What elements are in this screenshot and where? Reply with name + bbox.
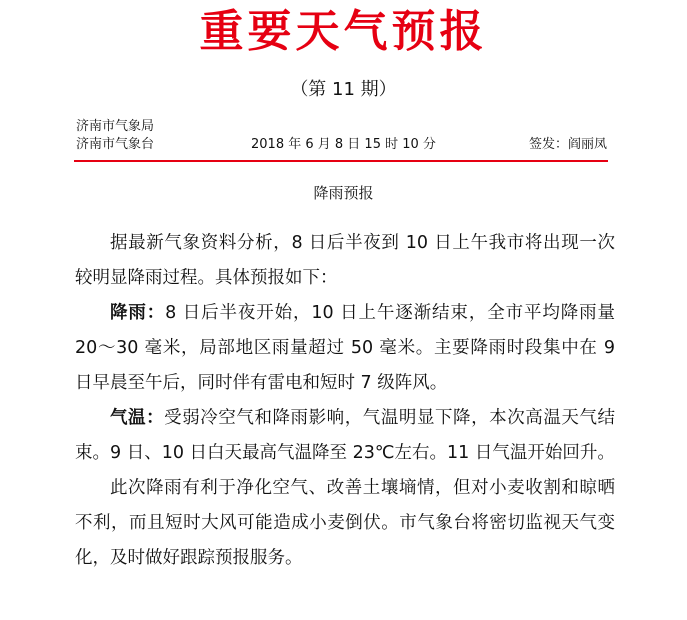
forecast-subject: 降雨预报	[313, 184, 374, 202]
org-line-bureau: 济南市气象局	[76, 119, 155, 134]
bulletin-meta	[76, 118, 607, 158]
paragraph-temperature	[75, 401, 615, 471]
rainfall-text: 8 日后半夜开始，10 日上午逐渐结束，全市平均降雨量 20～30 毫米，局部地区雨量超过 50 毫米。主要降雨时段集中在 9 日早晨至午后，同时伴有雷电和短时 7 级阵风。	[75, 303, 616, 393]
temperature-label: 气温：	[110, 408, 165, 428]
bulletin-title: 重要天气预报	[199, 6, 488, 57]
signer: 签发：阎丽凤	[528, 137, 607, 152]
temperature-text: 受弱冷空气和降雨影响，气温明显下降，本次高温天气结束。9 日、10 日白天最高气温降至 23℃左右。11 日气温开始回升。	[75, 408, 616, 463]
paragraph-impact: 此次降雨有利于净化空气、改善土壤墒情，但对小麦收割和晾晒不利，而且短时大风可能造成小麦倒伏。市气象台将密切监视天气变化，及时做好跟踪预报服务。	[75, 478, 615, 568]
issue-number: （第 11 期）	[290, 79, 397, 100]
issue-date: 2018 年 6 月 8 日 15 时 10 分	[251, 137, 436, 152]
paragraph-rainfall	[75, 296, 615, 401]
rainfall-label: 降雨：	[110, 303, 166, 323]
paragraph-intro: 据最新气象资料分析，8 日后半夜到 10 日上午我市将出现一次较明显降雨过程。具体预报如下：	[75, 233, 615, 288]
org-line-observatory: 济南市气象台	[76, 137, 155, 152]
issuing-organization	[76, 118, 154, 154]
forecast-body	[75, 226, 615, 576]
red-divider	[74, 160, 608, 162]
